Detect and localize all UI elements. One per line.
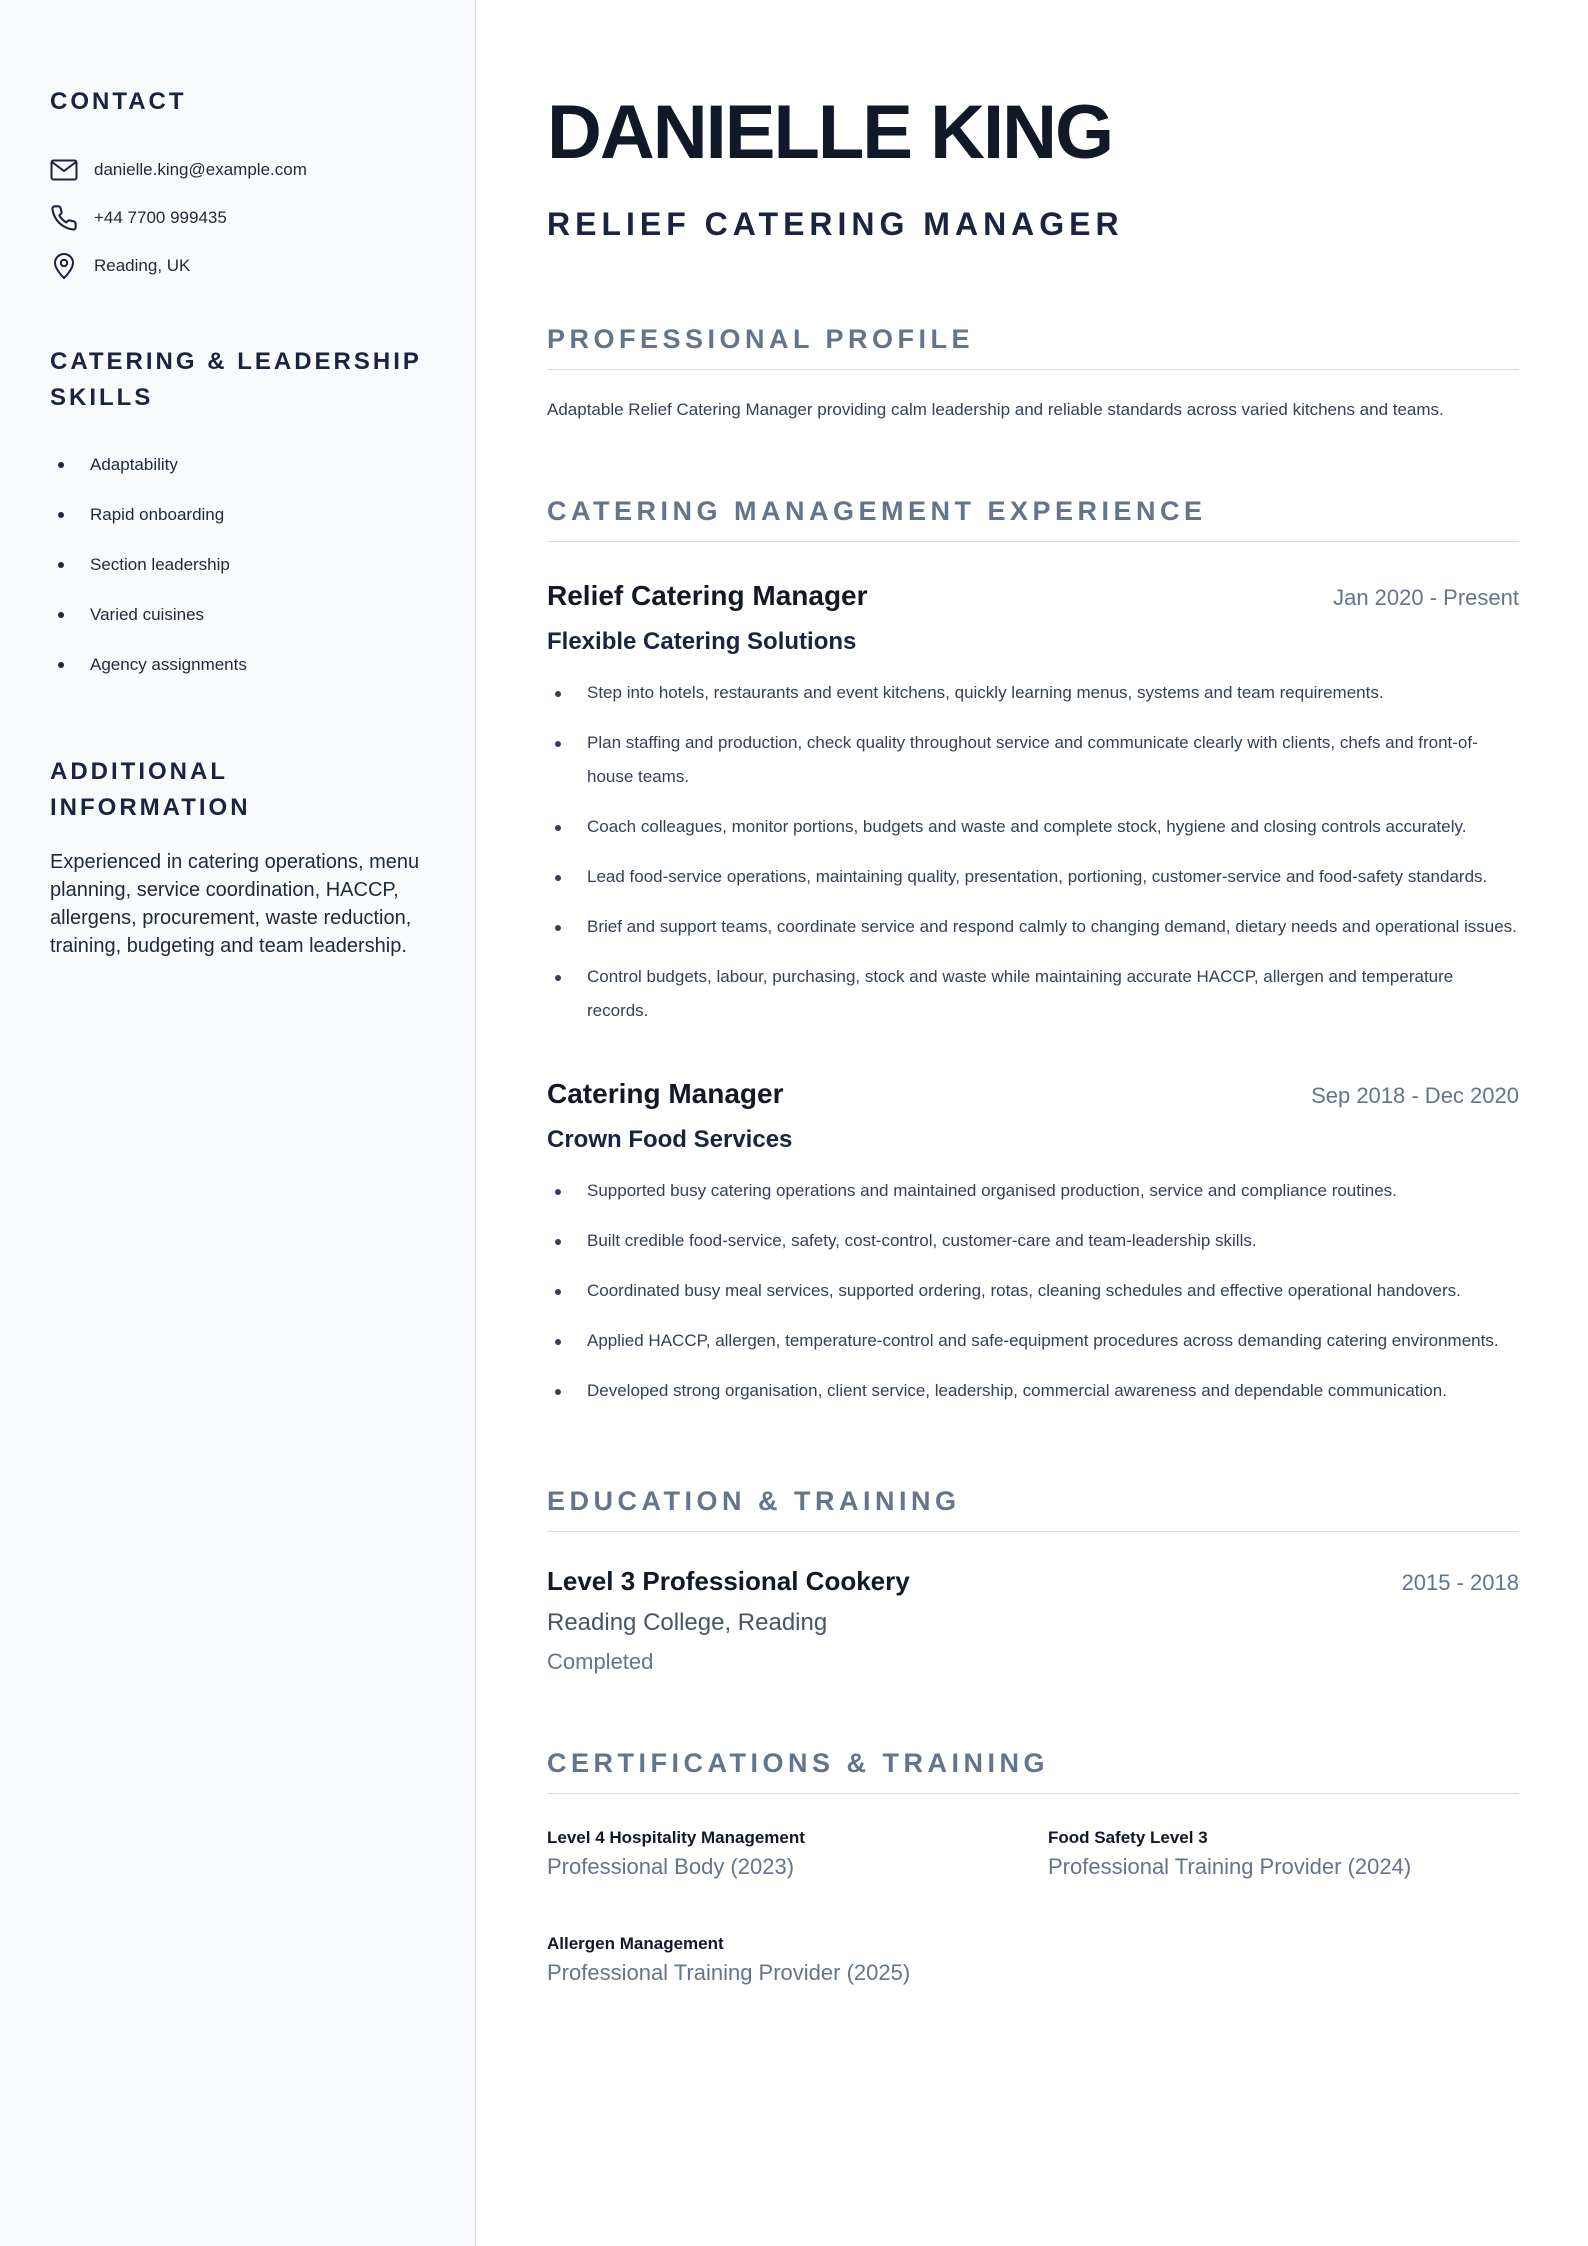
contact-list: [50, 146, 425, 290]
certification-issuer: Professional Training Provider (2024): [1048, 1854, 1412, 1879]
list-item: Step into hotels, restaurants and event kitchens, quickly learning menus, systems and team requirements.: [547, 676, 1519, 710]
contact-email: [50, 146, 425, 194]
certification-item: [547, 1934, 910, 1986]
contact-location: [50, 242, 425, 290]
job-dates: Jan 2020 - Present: [1333, 585, 1519, 610]
additional-info-text: Experienced in catering operations, menu planning, service coordination, HACCP, allergens, procurement, waste reduction, training, budgeting and team leadership.: [50, 851, 420, 957]
education-dates: 2015 - 2018: [1401, 1570, 1519, 1595]
mail-icon: [50, 156, 78, 184]
skills-heading: CATERING & LEADERSHIP SKILLS: [50, 348, 422, 411]
profile-text: Adaptable Relief Catering Manager providing calm leadership and reliable standards across varied kitchens and teams.: [547, 400, 1444, 419]
certification-name: Food Safety Level 3: [1048, 1828, 1208, 1847]
certification-issuer: Professional Body (2023): [547, 1854, 795, 1879]
list-item: Coach colleagues, monitor portions, budgets and waste and complete stock, hygiene and closing controls accurately.: [547, 810, 1519, 844]
education-heading: EDUCATION & TRAINING: [547, 1486, 1519, 1532]
skills-list: [50, 440, 425, 690]
list-item: Supported busy catering operations and maintained organised production, service and compliance routines.: [547, 1174, 1519, 1208]
education-title: Level 3 Professional Cookery: [547, 1566, 910, 1596]
job-bullets: [547, 1174, 1519, 1408]
location-text: Reading, UK: [94, 256, 191, 275]
additional-info-heading: ADDITIONAL INFORMATION: [50, 758, 251, 821]
contact-phone: [50, 194, 425, 242]
phone-icon: [50, 204, 78, 232]
job-company: Flexible Catering Solutions: [547, 628, 857, 655]
job-entry: [547, 1078, 1519, 1424]
candidate-role: RELIEF CATERING MANAGER: [547, 206, 1124, 242]
list-item: Coordinated busy meal services, supported ordering, rotas, cleaning schedules and effective operational handovers.: [547, 1274, 1519, 1308]
skill-item: Adaptability: [50, 440, 425, 490]
list-item: Developed strong organisation, client service, leadership, commercial awareness and dependable communication.: [547, 1374, 1519, 1408]
certification-name: Allergen Management: [547, 1934, 724, 1953]
education-entry: [547, 1566, 1519, 1675]
list-item: Lead food-service operations, maintaining quality, presentation, portioning, customer-service and food-safety standards.: [547, 860, 1519, 894]
job-title: Relief Catering Manager: [547, 580, 868, 611]
list-item: Applied HACCP, allergen, temperature-control and safe-equipment procedures across demanding catering environments.: [547, 1324, 1519, 1358]
phone-text[interactable]: +44 7700 999435: [94, 208, 227, 227]
skill-item: Varied cuisines: [50, 590, 425, 640]
contact-heading: CONTACT: [50, 88, 187, 115]
skill-item: Agency assignments: [50, 640, 425, 690]
certification-issuer: Professional Training Provider (2025): [547, 1960, 911, 1985]
skill-item: Rapid onboarding: [50, 490, 425, 540]
list-item: Brief and support teams, coordinate service and respond calmly to changing demand, dietary needs and operational issues.: [547, 910, 1519, 944]
list-item: Plan staffing and production, check quality throughout service and communicate clearly with clients, chefs and front-of-house teams.: [547, 726, 1519, 794]
education-school: Reading College, Reading: [547, 1609, 828, 1636]
experience-heading: CATERING MANAGEMENT EXPERIENCE: [547, 496, 1519, 542]
certification-name: Level 4 Hospitality Management: [547, 1828, 805, 1847]
job-dates: Sep 2018 - Dec 2020: [1311, 1083, 1519, 1108]
job-bullets: [547, 676, 1519, 1028]
main-content: [477, 0, 1588, 2246]
job-company: Crown Food Services: [547, 1126, 793, 1153]
certification-item: [1048, 1828, 1411, 1880]
candidate-name: DANIELLE KING: [547, 90, 1113, 175]
list-item: Built credible food-service, safety, cost-control, customer-care and team-leadership skills.: [547, 1224, 1519, 1258]
map-pin-icon: [50, 252, 78, 280]
certifications-heading: CERTIFICATIONS & TRAINING: [547, 1748, 1519, 1794]
job-title: Catering Manager: [547, 1078, 784, 1109]
certification-item: [547, 1828, 805, 1880]
job-entry: [547, 580, 1519, 1044]
profile-heading: PROFESSIONAL PROFILE: [547, 324, 1519, 370]
sidebar: [0, 0, 476, 2246]
list-item: Control budgets, labour, purchasing, stock and waste while maintaining accurate HACCP, allergen and temperature records.: [547, 960, 1519, 1028]
education-status: Completed: [547, 1649, 654, 1674]
email-text[interactable]: danielle.king@example.com: [94, 160, 307, 179]
skill-item: Section leadership: [50, 540, 425, 590]
